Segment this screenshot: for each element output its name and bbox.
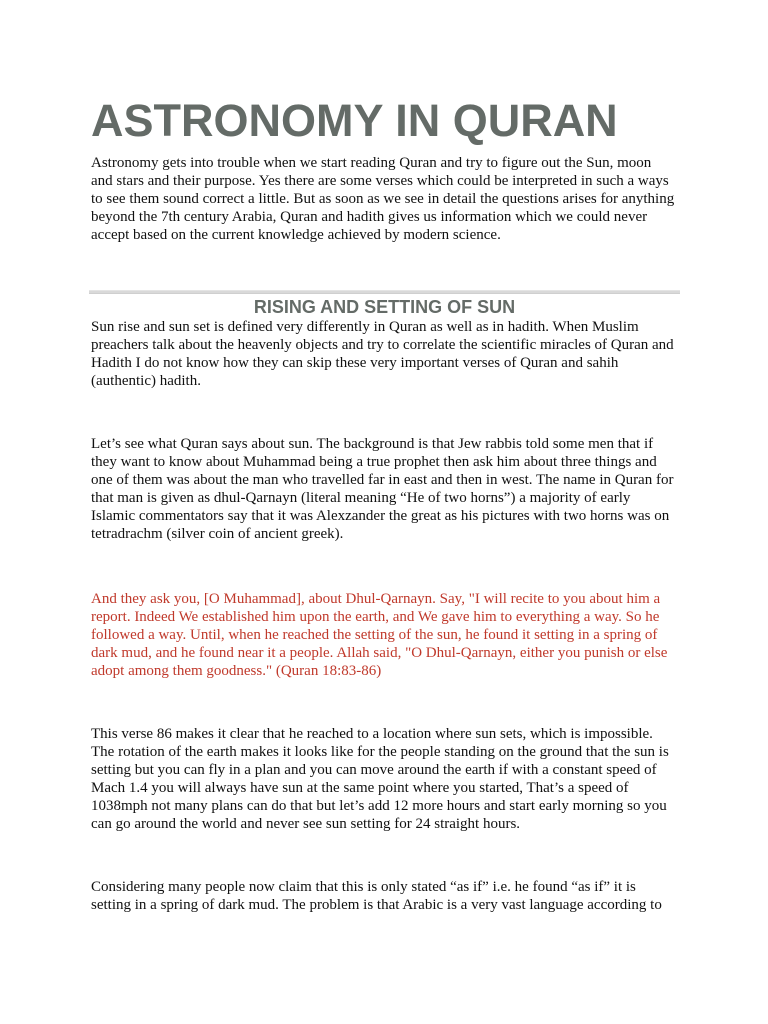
- intro-line: accept based on the current knowledge achieved by modern science.: [91, 227, 501, 243]
- paragraph-line: This verse 86 makes it clear that he reached to a location where sun sets, which is impossible.: [91, 726, 653, 742]
- intro-line: Astronomy gets into trouble when we start reading Quran and try to figure out the Sun, moon: [91, 155, 652, 171]
- paragraph-line: setting but you can fly in a plan and you can move around the earth if with a constant speed of: [91, 762, 657, 778]
- paragraph-line: (authentic) hadith.: [91, 373, 201, 389]
- intro-paragraph: [91, 154, 674, 244]
- paragraph-line: setting in a spring of dark mud. The problem is that Arabic is a very vast language according to: [91, 897, 662, 913]
- body-paragraph-4: [91, 878, 662, 914]
- intro-line: beyond the 7th century Arabia, Quran and hadith gives us information which we could never: [91, 209, 648, 225]
- paragraph-line: can go around the world and never see sun setting for 24 straight hours.: [91, 816, 521, 832]
- intro-line: and stars and their purpose. Yes there are some verses which could be interpreted in such a ways: [91, 173, 669, 189]
- paragraph-line: that man is given as dhul-Qarnayn (literal meaning “He of two horns”) a majority of early: [91, 490, 631, 506]
- section-divider: [89, 290, 680, 294]
- paragraph-line: tetradrachm (silver coin of ancient greek).: [91, 526, 344, 542]
- body-paragraph-2: [91, 435, 673, 543]
- paragraph-line: one of them was about the man who travelled far in east and then in west. The name in Quran for: [91, 472, 674, 488]
- paragraph-line: 1038mph not many plans can do that but let’s add 12 more hours and start early morning so you: [91, 798, 667, 814]
- body-paragraph-1: [91, 318, 674, 390]
- quote-line: report. Indeed We established him upon the earth, and We gave him to everything a way. So he: [91, 609, 660, 625]
- quote-line: And they ask you, [O Muhammad], about Dhul-Qarnayn. Say, "I will recite to you about him a: [91, 591, 661, 607]
- paragraph-line: Considering many people now claim that this is only stated “as if” i.e. he found “as if” it is: [91, 879, 636, 895]
- paragraph-line: Sun rise and sun set is defined very differently in Quran as well as in hadith. When Muslim: [91, 319, 639, 335]
- paragraph-line: Mach 1.4 you will always have sun at the same point where you started, That’s a speed of: [91, 780, 629, 796]
- paragraph-line: Let’s see what Quran says about sun. The background is that Jew rabbis told some men that if: [91, 436, 654, 452]
- quran-quote: [91, 590, 667, 680]
- paragraph-line: they want to know about Muhammad being a true prophet then ask him about three things and: [91, 454, 657, 470]
- quote-line: dark mud, and he found near it a people. Allah said, "O Dhul-Qarnayn, either you punish or else: [91, 645, 668, 661]
- page-title: ASTRONOMY IN QURAN: [91, 95, 618, 146]
- paragraph-line: Hadith I do not know how they can skip these very important verses of Quran and sahih: [91, 355, 619, 371]
- body-paragraph-3: [91, 725, 669, 833]
- quote-line: adopt among them goodness." (Quran 18:83-86): [91, 663, 382, 679]
- paragraph-line: preachers talk about the heavenly objects and try to correlate the scientific miracles of Quran and: [91, 337, 674, 353]
- quote-line: followed a way. Until, when he reached the setting of the sun, he found it setting in a spring of: [91, 627, 658, 643]
- paragraph-line: The rotation of the earth makes it looks like for the people standing on the ground that the sun is: [91, 744, 669, 760]
- section-heading: RISING AND SETTING OF SUN: [253, 297, 516, 317]
- intro-line: to see them sound correct a little. But as soon as we see in detail the questions arises for anything: [91, 191, 675, 207]
- paragraph-line: Islamic commentators say that it was Alexzander the great as his pictures with two horns was on: [91, 508, 670, 524]
